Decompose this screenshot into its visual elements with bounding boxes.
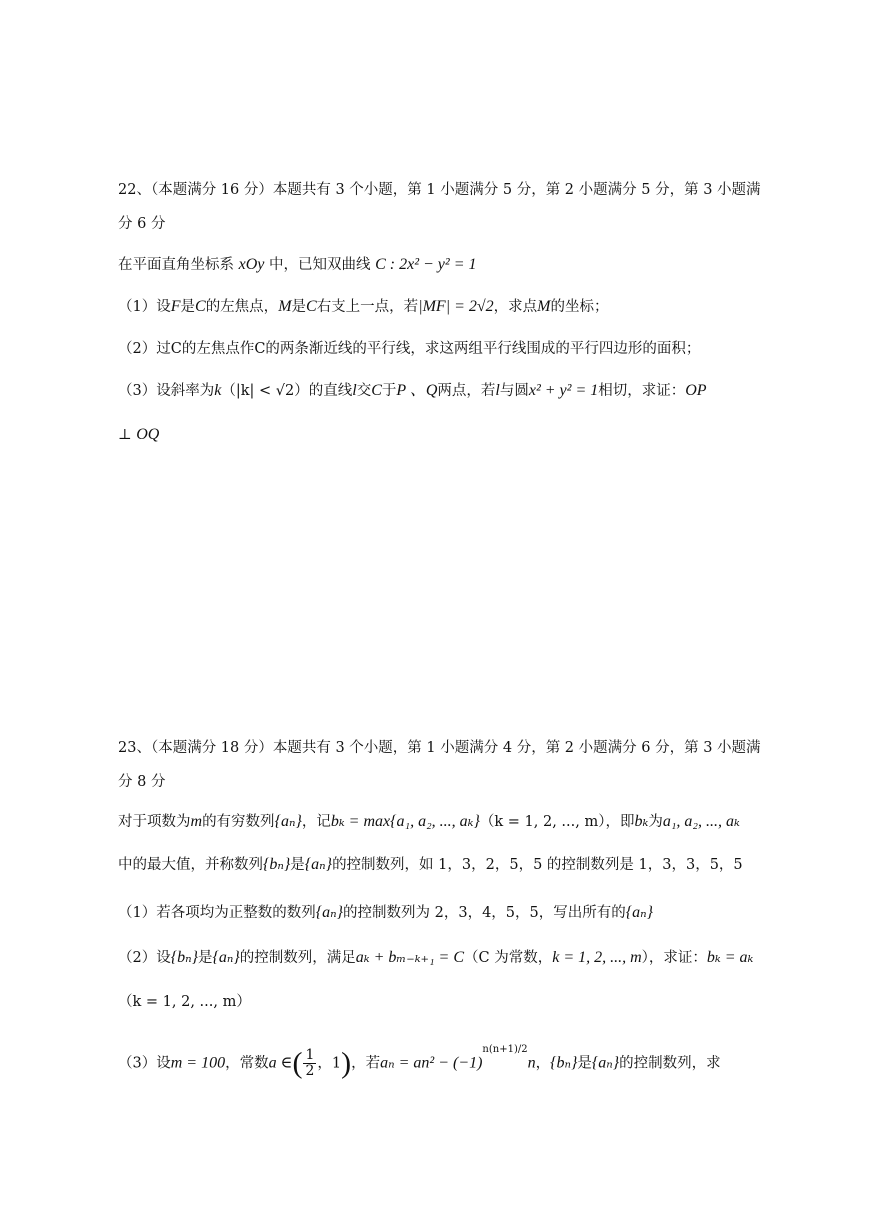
close-paren: ) — [341, 1046, 352, 1080]
q22-part1: （1）设F是C的左焦点，M是C右支上一点，若|MF| = 2√2，求点M的坐标； — [118, 298, 609, 315]
q23-part2: （2）设{bₙ}是{aₙ}的控制数列，满足aₖ + bₘ₋ₖ₊₁ = C（C 为常数，k = 1, 2, ..., m），求证：bₖ = aₖ — [118, 949, 754, 966]
q23-header-cont: 分 8 分 — [118, 774, 166, 790]
q22-part2: （2）过C的左焦点作C的两条渐近线的平行线，求这两组平行线围成的平行四边形的面积； — [118, 341, 701, 357]
exponent: n(n+1)/2 — [482, 1043, 528, 1055]
q23-definition: 对于项数为m的有穷数列{aₙ}，记bₖ = max{a₁, a₂, ..., aₖ}（k = 1, 2, ..., m），即bₖ为a₁, a₂, ..., aₖ — [118, 813, 740, 830]
fraction-one-half: $\frac{1}{2}$ — [305, 1047, 315, 1079]
sum-condition-equation: aₖ + bₘ₋ₖ₊₁ = C — [355, 949, 464, 966]
q23-part2-cont: （k = 1, 2, ..., m） — [118, 994, 251, 1010]
q23-part1: （1）若各项均为正整数的数列{aₙ}的控制数列为 2，3，4，5，5，写出所有的{aₙ} — [118, 904, 654, 921]
open-paren: ( — [292, 1046, 303, 1080]
hyperbola-equation: C : 2x² − y² = 1 — [375, 256, 477, 273]
sequence-formula: aₙ = an² − (−1) — [380, 1054, 483, 1072]
mf-equation: |MF| = 2√2 — [418, 298, 494, 315]
q23-part3: （3）设m = 100，常数a ∈( $\frac{1}{2}$ ，1)，若$a_n = an^2 - (-1)^{n(n+1)/2}n$，{bₙ}是{aₙ}的控制数列，求 — [118, 1043, 721, 1080]
q22-header: 22、（本题满分 16 分）本题共有 3 个小题，第 1 小题满分 5 分，第 2 小题满分 5 分，第 3 小题满 — [118, 182, 761, 198]
q22-intro: 在平面直角坐标系 xOy 中，已知双曲线 C : 2x² − y² = 1 — [118, 256, 477, 273]
q22-part3: （3）设斜率为k（|k| < √2）的直线l交C于P 、Q两点，若l与圆x² + y² = 1相切，求证：OP — [118, 382, 707, 399]
q22-part3-cont: ⊥ OQ — [118, 426, 160, 443]
q23-header: 23、（本题满分 18 分）本题共有 3 个小题，第 1 小题满分 4 分，第 2 小题满分 6 分，第 3 小题满 — [118, 740, 761, 756]
control-sequence-formula: bₖ = max{a₁, a₂, ..., aₖ} — [330, 813, 480, 830]
q22-header-cont: 分 6 分 — [118, 216, 166, 232]
q23-definition-cont: 中的最大值，并称数列{bₙ}是{aₙ}的控制数列，如 1，3，2，5，5 的控制数列是 1，3，3，5，5 — [118, 856, 743, 873]
circle-equation: x² + y² = 1 — [528, 382, 599, 399]
